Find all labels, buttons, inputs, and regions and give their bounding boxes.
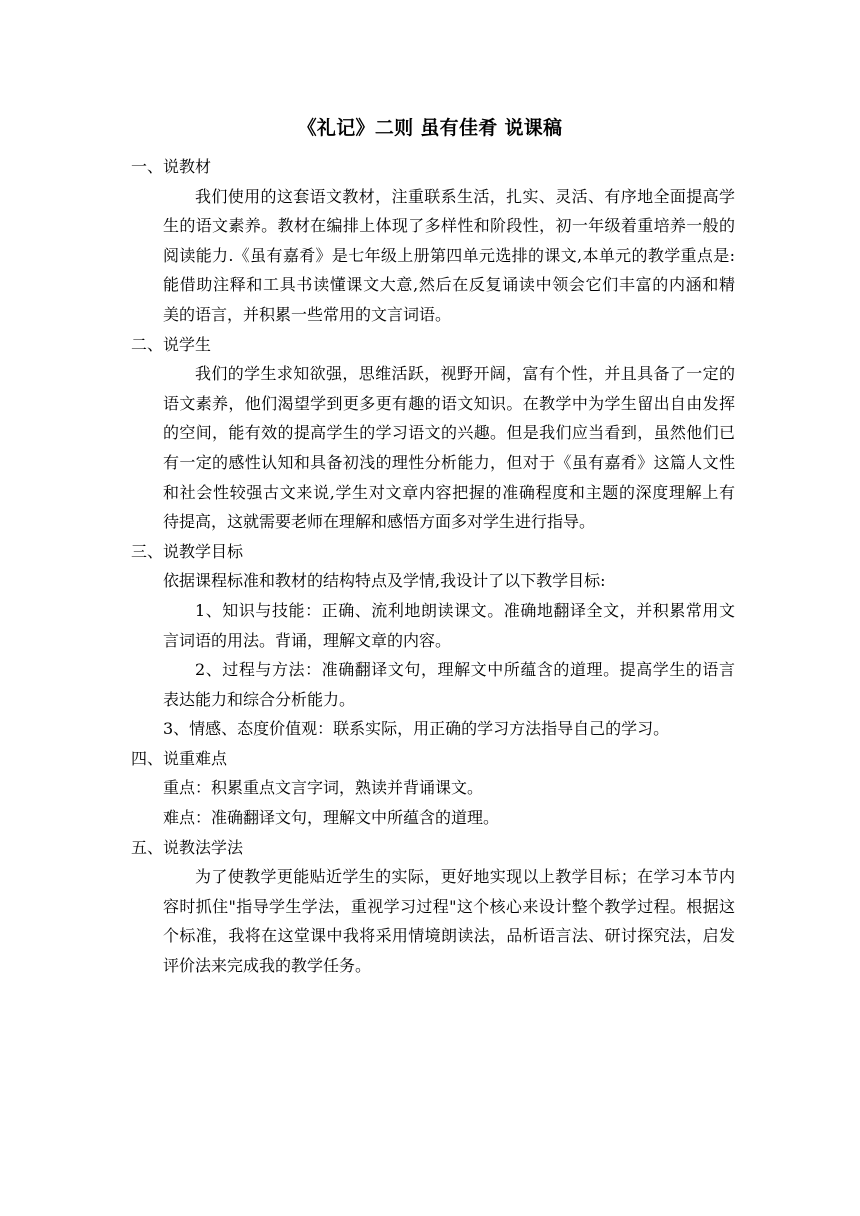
text-line: 我们使用的这套语文教材，注重联系生活，扎实、灵活、有序地全面提高学 [195,186,735,206]
section-heading-students: 二、说学生 [131,334,212,354]
text-line: 有一定的感性认知和具备初浅的理性分析能力，但对于《虽有嘉肴》这篇人文性 [163,452,735,472]
goal-process-methods [131,655,735,714]
section-heading-teaching-goals: 三、说教学目标 [131,541,244,561]
text-line: 1、知识与技能：正确、流利地朗读课文。准确地翻译全文，并积累常用文 [195,600,735,620]
paragraph-teaching-material [131,182,735,330]
document-body [131,152,735,981]
difficult-point: 难点：准确翻译文句，理解文中所蕴含的道理。 [163,808,500,828]
text-line: 评价法来完成我的教学任务。 [163,956,372,976]
text-line: 能借助注释和工具书读懂课文大意,然后在反复诵读中领会它们丰富的内涵和精 [163,275,735,295]
text-line: 美的语言，并积累一些常用的文言词语。 [163,304,452,324]
paragraph-goals-intro: 依据课程标准和教材的结构特点及学情,我设计了以下教学目标: [163,571,606,591]
text-line: 言词语的用法。背诵，理解文章的内容。 [163,630,452,650]
key-point: 重点：积累重点文言字词，熟读并背诵课文。 [163,778,484,798]
text-line: 阅读能力.《虽有嘉肴》是七年级上册第四单元选排的课文,本单元的教学重点是: [163,245,735,265]
text-line: 表达能力和综合分析能力。 [163,689,356,709]
goal-emotion-values: 3、情感、态度价值观：联系实际，用正确的学习方法指导自己的学习。 [163,719,670,739]
section-heading-teaching-methods: 五、说教法学法 [131,837,244,857]
text-line: 个标准，我将在这堂课中我将采用情境朗读法，品析语言法、研讨探究法，启发 [163,926,735,946]
text-line: 的空间，能有效的提高学生的学习语文的兴趣。但是我们应当看到，虽然他们已 [163,423,735,443]
text-line: 待提高，这就需要老师在理解和感悟方面多对学生进行指导。 [163,512,596,532]
text-line: 语文素养，他们渴望学到更多更有趣的语文知识。在教学中为学生留出自由发挥 [163,393,735,413]
document-title: 《礼记》二则 虽有佳肴 说课稿 [297,117,563,139]
section-heading-teaching-material: 一、说教材 [131,157,212,176]
text-line: 生的语文素养。教材在编排上体现了多样性和阶段性，初一年级着重培养一般的 [163,216,735,236]
text-line: 和社会性较强古文来说,学生对文章内容把握的准确程度和主题的深度理解上有 [163,482,735,502]
text-line: 2、过程与方法：准确翻译文句，理解文中所蕴含的道理。提高学生的语言 [195,660,735,680]
paragraph-students [131,359,735,537]
paragraph-teaching-methods [131,862,735,980]
text-line: 容时抓住"指导学生学法，重视学习过程"这个核心来设计整个教学过程。根据这 [163,896,735,916]
section-heading-key-difficult-points: 四、说重难点 [131,748,228,768]
text-line: 为了使教学更能贴近学生的实际，更好地实现以上教学目标；在学习本节内 [195,867,735,887]
goal-knowledge-skills [131,596,735,655]
text-line: 我们的学生求知欲强，思维活跃，视野开阔，富有个性，并且具备了一定的 [195,364,735,384]
